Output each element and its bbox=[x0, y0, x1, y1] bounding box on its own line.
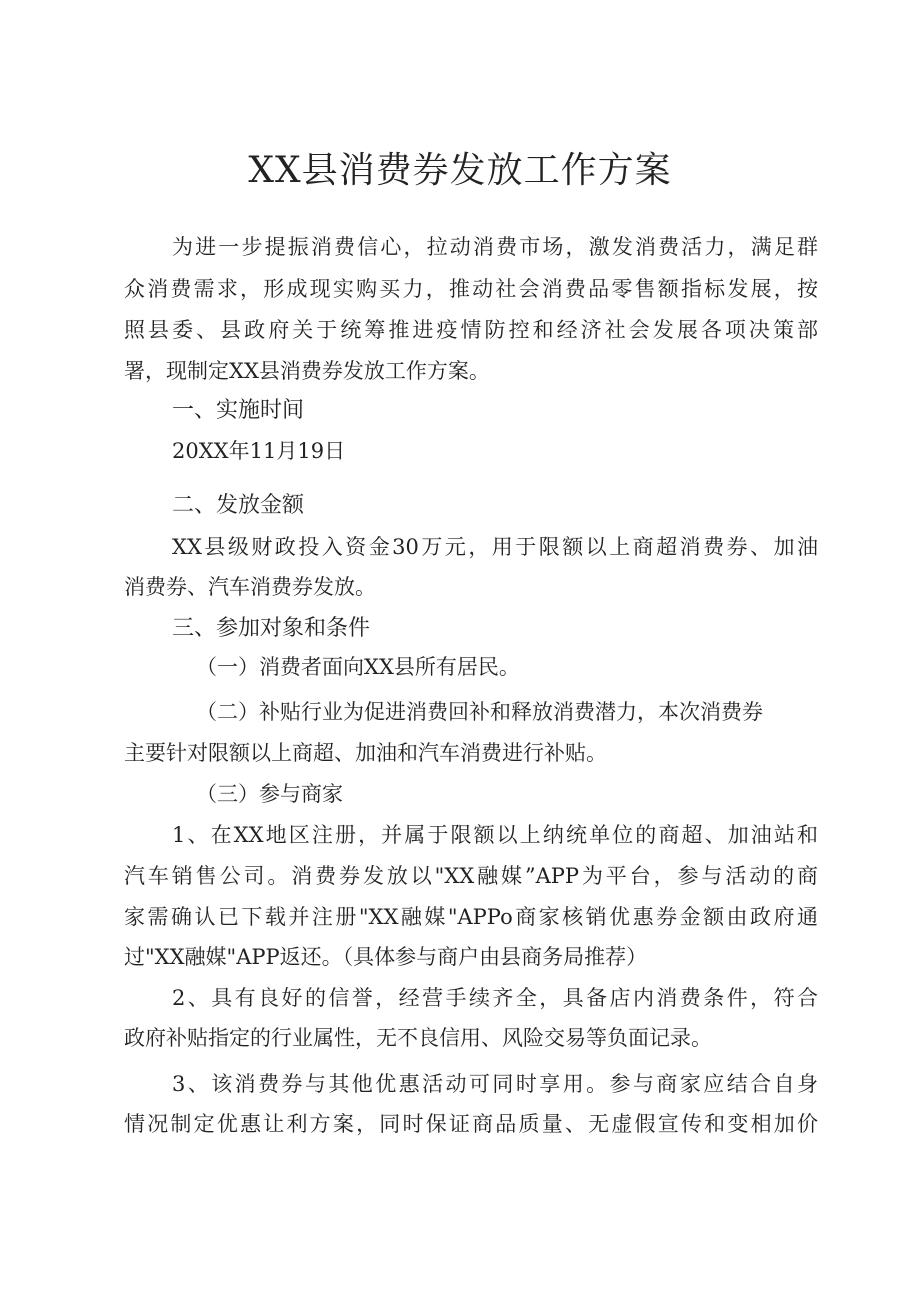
point-1-line-4: 过"XX融媒"APP返还。（具体参与商户由县商务局推荐） bbox=[124, 945, 648, 969]
page-title: XX县消费券发放工作方案 bbox=[248, 150, 672, 191]
point-3-line-2: 情况制定优惠让利方案，同时保证商品质量、无虚假宣传和变相加价 bbox=[124, 1112, 818, 1136]
item-2-line-1: （二）补贴行业为促进消费回补和释放消费潜力，本次消费券 bbox=[196, 700, 763, 724]
section-3-heading: 三、参加对象和条件 bbox=[172, 616, 371, 641]
item-3-merchants: （三）参与商家 bbox=[196, 782, 343, 806]
amount-line-1: XX县级财政投入资金30万元，用于限额以上商超消费券、加油 bbox=[172, 535, 818, 559]
amount-line-2: 消费券、汽车消费券发放。 bbox=[124, 575, 376, 599]
point-3-line-1: 3、该消费券与其他优惠活动可同时享用。参与商家应结合自身 bbox=[172, 1072, 818, 1096]
point-1-line-1: 1、在XX地区注册，并属于限额以上纳统单位的商超、加油站和 bbox=[172, 823, 818, 847]
intro-line-1: 为进一步提振消费信心，拉动消费市场，激发消费活力，满足群 bbox=[172, 235, 818, 259]
point-1-line-3: 家需确认已下载并注册"XX融媒"APPo商家核销优惠券金额由政府通 bbox=[124, 905, 818, 929]
section-2-heading: 二、发放金额 bbox=[172, 493, 305, 518]
point-2-line-2: 政府补贴指定的行业属性，无不良信用、风险交易等负面记录。 bbox=[124, 1026, 712, 1050]
intro-line-4: 署，现制定XX县消费券发放工作方案。 bbox=[124, 359, 490, 383]
section-1-heading: 一、实施时间 bbox=[172, 398, 305, 423]
item-1-consumers: （一）消费者面向XX县所有居民。 bbox=[196, 655, 520, 679]
item-2-line-2: 主要针对限额以上商超、加油和汽车消费进行补贴。 bbox=[124, 741, 607, 765]
intro-line-3: 照县委、县政府关于统筹推进疫情防控和经济社会发展各项决策部 bbox=[124, 318, 818, 342]
intro-line-2: 众消费需求，形成现实购买力，推动社会消费品零售额指标发展，按 bbox=[124, 277, 818, 301]
point-1-line-2: 汽车销售公司。消费券发放以"XX融媒”APP为平台，参与活动的商 bbox=[124, 864, 818, 888]
implementation-date: 20XX年11月19日 bbox=[172, 439, 346, 463]
point-2-line-1: 2、具有良好的信誉，经营手续齐全，具备店内消费条件，符合 bbox=[172, 986, 818, 1010]
